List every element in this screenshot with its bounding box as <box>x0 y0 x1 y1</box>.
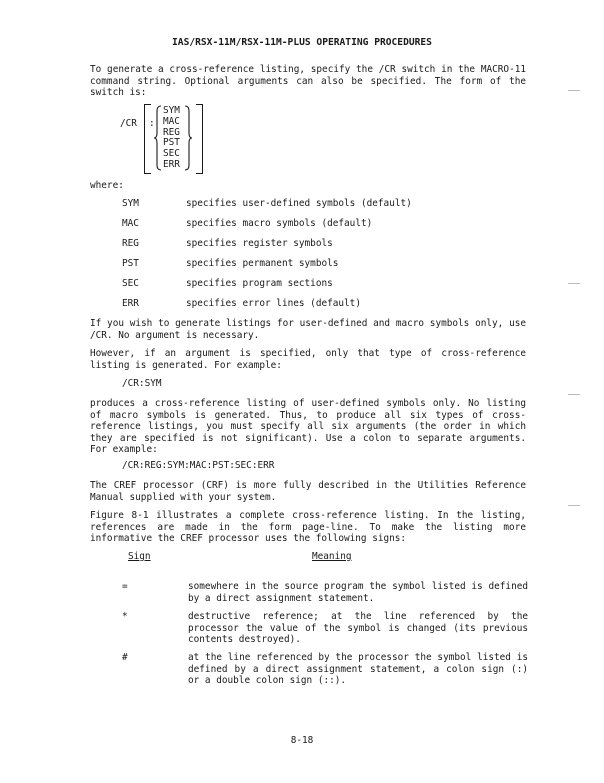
sign-meaning: somewhere in the source program the symbol listed is defined by a direct assignment statement. <box>188 581 528 604</box>
paragraph-produces: produces a cross-reference listing of user-defined symbols only. No listing of macro symbols is generated. Thus, to produce all six types of cross-reference listings, you must specify all six arguments (the order in which they are specified is not significant). Use a colon to separate arguments. For example: <box>90 398 526 456</box>
sign-symbol: = <box>122 581 128 592</box>
def-term: SEC <box>122 278 139 289</box>
margin-mark <box>568 505 580 506</box>
def-term: ERR <box>122 298 139 309</box>
right-brace-icon <box>184 105 192 171</box>
column-header-meaning: Meaning <box>312 551 352 562</box>
margin-mark <box>568 394 580 395</box>
example-command-1: /CR:SYM <box>122 378 162 389</box>
sign-meaning: at the line referenced by the processor the symbol listed is defined by a direct assignment statement, a colon sign (:) or a double colon sign (::). <box>188 652 528 687</box>
right-bracket <box>196 104 203 174</box>
def-desc: specifies register symbols <box>186 238 333 249</box>
def-desc: specifies permanent symbols <box>186 258 339 269</box>
def-desc: specifies program sections <box>186 278 333 289</box>
intro-paragraph: To generate a cross-reference listing, specify the /CR switch in the MACRO-11 command string. Optional arguments can also be specified. The form of the switch is: <box>90 64 526 99</box>
option-mac: MAC <box>163 115 180 127</box>
def-term: PST <box>122 258 139 269</box>
left-bracket <box>144 104 151 174</box>
switch-options <box>163 106 180 171</box>
option-sec: SEC <box>163 148 180 160</box>
margin-mark <box>568 283 580 284</box>
sign-symbol: # <box>122 652 128 663</box>
def-desc: specifies user-defined symbols (default) <box>186 198 412 209</box>
example-command-2: /CR:REG:SYM:MAC:PST:SEC:ERR <box>122 460 275 471</box>
option-reg: REG <box>163 126 180 138</box>
paragraph-listings: If you wish to generate listings for user-defined and macro symbols only, use /CR. No argument is necessary. <box>90 318 526 341</box>
left-brace-icon <box>154 105 162 171</box>
column-header-sign: Sign <box>128 551 151 562</box>
sign-meaning: destructive reference; at the line referenced by the processor the value of the symbol is changed (its previous contents destroyed). <box>188 611 528 646</box>
where-label: where: <box>90 180 124 191</box>
switch-name: /CR <box>120 118 137 129</box>
def-desc: specifies error lines (default) <box>186 298 361 309</box>
paragraph-figure: Figure 8-1 illustrates a complete cross-reference listing. In the listing, references are made in the form page-line. To make the listing more informative the CREF processor uses the following signs: <box>90 510 526 545</box>
sign-symbol: * <box>122 611 128 622</box>
margin-mark <box>568 90 580 91</box>
option-pst: PST <box>163 137 180 149</box>
def-term: MAC <box>122 218 139 229</box>
running-header: IAS/RSX-11M/RSX-11M-PLUS OPERATING PROCEDURES <box>172 37 432 48</box>
def-term: REG <box>122 238 139 249</box>
def-desc: specifies macro symbols (default) <box>186 218 373 229</box>
switch-syntax-diagram <box>120 103 220 175</box>
option-err: ERR <box>163 158 180 170</box>
switch-colon: : <box>149 118 155 129</box>
def-term: SYM <box>122 198 139 209</box>
paragraph-however: However, if an argument is specified, only that type of cross-reference listing is generated. For example: <box>90 348 526 371</box>
page-number: 8-18 <box>290 735 314 746</box>
option-sym: SYM <box>163 105 180 116</box>
paragraph-cref: The CREF processor (CRF) is more fully described in the Utilities Reference Manual supplied with your system. <box>90 480 526 503</box>
